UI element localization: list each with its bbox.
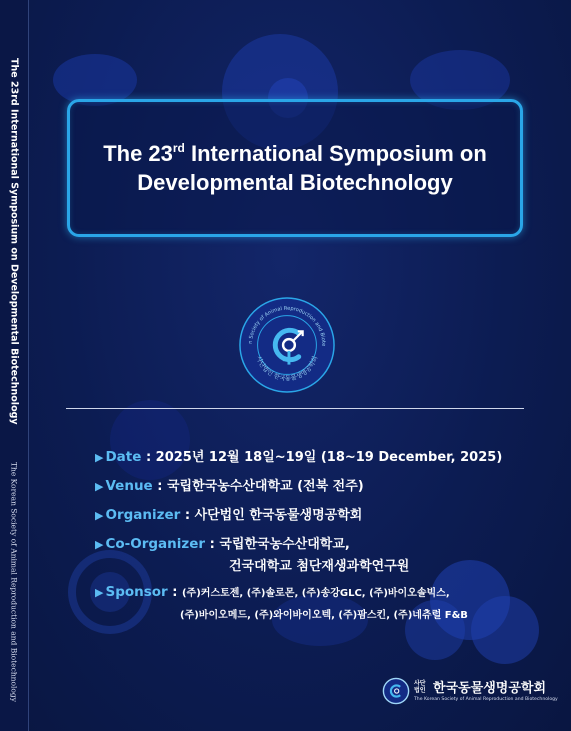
title-box	[67, 99, 523, 237]
sponsor-row	[95, 584, 450, 600]
seal-ring-text-bottom: 사단법인 한국동물생명공학회	[254, 354, 320, 383]
society-seal-logo	[238, 296, 336, 394]
spine-society: The Korean Society of Animal Reproduction and Biotechnology	[9, 462, 19, 702]
spine	[0, 0, 29, 731]
sponsor-value-1: (주)커스토젠, (주)솔로몬, (주)송강GLC, (주)바이오솔빅스,	[181, 588, 450, 599]
organizer-value: 사단법인 한국동물생명공학회	[194, 508, 363, 523]
separator: :	[172, 585, 178, 600]
footer-small-text: 사단 법인	[414, 680, 426, 694]
sponsor-row-2	[180, 606, 468, 621]
triangle-bullet-icon: ▶	[95, 586, 104, 599]
sponsor-value-2: (주)바이오메드, (주)와이바이오텍, (주)팜스킨, (주)네츄럴 F&B	[180, 610, 468, 621]
sponsor-label: Sponsor	[105, 584, 168, 600]
symposium-title	[103, 139, 487, 197]
date-row	[95, 446, 502, 465]
title-line1-suffix: International Symposium on	[184, 141, 487, 166]
seal-ring-text-top: n Society of Animal Reproduction and Biote	[247, 305, 327, 347]
coorganizer-value-1: 국립한국농수산대학교,	[219, 537, 350, 552]
separator: :	[157, 479, 163, 494]
footer-society-english: The Korean Society of Animal Reproduction and Biotechnology	[414, 697, 558, 702]
separator: :	[209, 537, 215, 552]
divider-line	[66, 408, 524, 409]
title-line2: Developmental Biotechnology	[137, 170, 453, 195]
triangle-bullet-icon: ▶	[95, 509, 104, 522]
footer-society-name: 한국동물생명공학회	[433, 681, 547, 696]
cell-cluster-2	[471, 596, 539, 664]
coorganizer-row-2	[229, 555, 409, 574]
coorganizer-row	[95, 533, 350, 552]
organizer-label: Organizer	[105, 507, 181, 523]
triangle-bullet-icon: ▶	[95, 451, 104, 464]
spine-title: The 23rd International Symposium on Developmental Biotechnology	[8, 58, 20, 425]
coorganizer-value-2: 건국대학교 첨단재생과학연구원	[229, 559, 410, 574]
footer-seal-icon	[382, 677, 410, 705]
venue-value: 국립한국농수산대학교 (전북 전주)	[166, 479, 364, 494]
coorganizer-label: Co-Organizer	[105, 536, 206, 552]
organizer-row	[95, 504, 362, 523]
title-line1-sup: rd	[172, 141, 185, 155]
date-value: 2025년 12월 18일~19일 (18~19 December, 2025)	[155, 450, 503, 465]
triangle-bullet-icon: ▶	[95, 480, 104, 493]
separator: :	[145, 450, 152, 465]
title-line1-prefix: The 23	[103, 141, 173, 166]
cell-faint	[110, 400, 190, 480]
date-label: Date	[105, 449, 142, 465]
separator: :	[184, 508, 191, 523]
triangle-bullet-icon: ▶	[95, 538, 104, 551]
venue-row	[95, 475, 364, 494]
venue-label: Venue	[105, 478, 153, 494]
